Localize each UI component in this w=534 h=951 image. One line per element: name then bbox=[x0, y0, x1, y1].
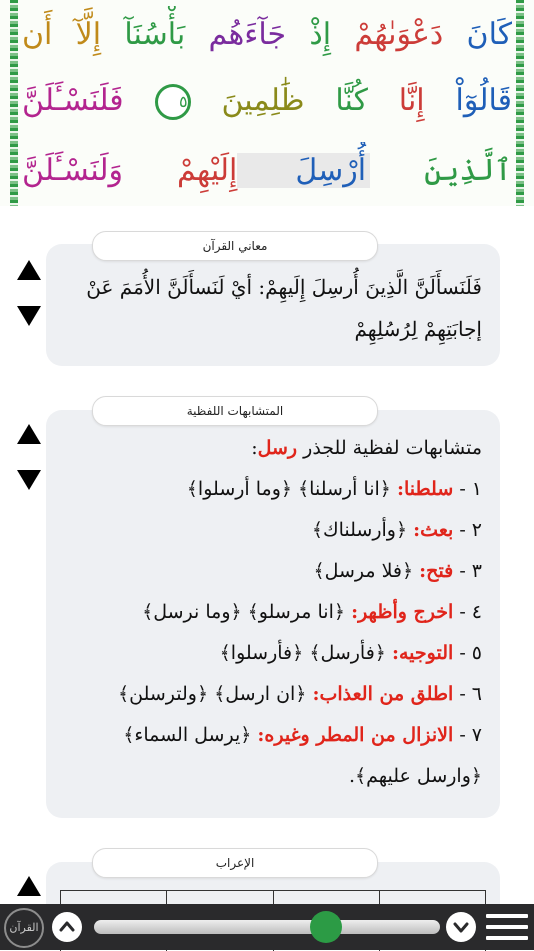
similarity-item-number: ٢ - bbox=[453, 519, 482, 541]
arrow-down-icon bbox=[17, 470, 41, 490]
similarities-panel bbox=[46, 410, 500, 818]
similarities-up-arrow[interactable] bbox=[16, 422, 42, 446]
quran-word[interactable]: قَالُوٓاْ bbox=[424, 83, 512, 118]
arrow-up-icon bbox=[17, 424, 41, 444]
similarities-list bbox=[64, 428, 482, 797]
irab-panel-header: الإعراب bbox=[92, 848, 378, 878]
scroll-down-button[interactable] bbox=[446, 912, 476, 942]
chevron-up-icon bbox=[58, 918, 76, 936]
menu-bar bbox=[486, 914, 528, 918]
similarities-title-colon: : bbox=[251, 437, 258, 459]
quran-word[interactable]: أُرْسِلَ bbox=[237, 153, 370, 188]
ayah-number-marker: ٥ bbox=[155, 84, 191, 120]
similarity-item bbox=[64, 592, 482, 633]
quran-word[interactable]: كَانَ bbox=[443, 17, 512, 52]
similarities-down-arrow[interactable] bbox=[16, 468, 42, 492]
menu-bar bbox=[486, 936, 528, 940]
arrow-down-icon bbox=[17, 306, 41, 326]
meanings-panel-header: معاني القرآن bbox=[92, 231, 378, 261]
quran-word[interactable]: كُنَّا bbox=[304, 83, 368, 118]
similarities-root: رسل bbox=[257, 437, 298, 459]
similarities-items bbox=[64, 469, 482, 756]
similarity-item-number: ٤ - bbox=[453, 601, 482, 623]
quran-word[interactable]: إِذْ bbox=[286, 17, 332, 52]
page-slider[interactable] bbox=[94, 920, 440, 934]
quran-word[interactable]: دَعْوَىٰهُمْ bbox=[331, 17, 444, 52]
similarity-item bbox=[64, 510, 482, 551]
quran-word[interactable]: ٱلَّذِينَ bbox=[370, 153, 512, 188]
quran-line-1[interactable] bbox=[22, 6, 512, 64]
page-border-left bbox=[10, 0, 18, 206]
menu-bar bbox=[486, 925, 528, 929]
similarity-item bbox=[64, 633, 482, 674]
quran-word[interactable]: فَلَنَسْـَٔلَنَّ bbox=[22, 83, 155, 118]
similarity-item-verses: ﴿انا أرسلنا﴾ ﴿وما أرسلوا﴾ bbox=[186, 478, 397, 500]
similarity-item bbox=[64, 551, 482, 592]
similarity-item bbox=[64, 469, 482, 510]
irab-up-arrow[interactable] bbox=[16, 874, 42, 898]
page-border-right bbox=[516, 0, 524, 206]
quran-word[interactable]: إِنَّا bbox=[367, 83, 425, 118]
similarity-item-number: ٥ - bbox=[453, 642, 482, 664]
similarity-item-keyword: سلطنا: bbox=[396, 478, 454, 500]
arrow-up-icon bbox=[17, 260, 41, 280]
similarities-title-text: متشابهات لفظية للجذر bbox=[297, 437, 482, 459]
similarity-item-number: ٧ - bbox=[453, 724, 482, 746]
quran-word[interactable]: بَأْسُنَآ bbox=[101, 17, 186, 52]
hamburger-menu-icon[interactable] bbox=[486, 914, 528, 940]
similarity-item-keyword: فتح: bbox=[419, 560, 454, 582]
similarity-item bbox=[64, 674, 482, 715]
similarity-item-keyword: التوجيه: bbox=[391, 642, 454, 664]
similarity-item-keyword: الانزال من المطر وغيره: bbox=[257, 724, 454, 746]
meanings-down-arrow[interactable] bbox=[16, 304, 42, 328]
quran-word[interactable]: أَن bbox=[22, 17, 53, 52]
similarity-item-verses: ﴿ان ارسل﴾ ﴿ولترسلن﴾ bbox=[117, 683, 313, 705]
bottom-toolbar bbox=[0, 904, 534, 950]
quran-word[interactable]: جَآءَهُم bbox=[185, 17, 287, 52]
similarity-item bbox=[64, 715, 482, 756]
similarity-item-number: ٦ - bbox=[453, 683, 482, 705]
arrow-up-icon bbox=[17, 876, 41, 896]
similarity-item-verses: ﴿يرسل السماء﴾ bbox=[123, 724, 258, 746]
quran-word[interactable]: ظَٰلِمِينَ bbox=[190, 83, 305, 118]
meaning-text: فَلَنَسأَلَنَّ الَّذِينَ أُرسِلَ إِلَيهِمْ: أيْ لَنَسأَلَنَّ الأُمَمَ عَنْ إجابَتِهِمْ لِرُسُلِهِمْ bbox=[86, 275, 482, 341]
chevron-down-icon bbox=[452, 918, 470, 936]
similarity-item-verses: ﴿فلا مرسل﴾ bbox=[313, 560, 420, 582]
similarity-item-keyword: اخرج وأظهر: bbox=[351, 601, 454, 623]
quran-word[interactable]: وَلَنَسْـَٔلَنَّ bbox=[22, 153, 124, 188]
similarity-item-verses: ﴿فأرسل﴾ ﴿فأرسلوا﴾ bbox=[219, 642, 392, 664]
similarity-item-verses: ﴿وأرسلناك﴾ bbox=[311, 519, 414, 541]
quran-line-2[interactable] bbox=[22, 72, 512, 130]
scroll-up-button[interactable] bbox=[52, 912, 82, 942]
similarity-item-number: ٣ - bbox=[453, 560, 482, 582]
similarity-item-keyword: بعث: bbox=[413, 519, 454, 541]
similarity-item-verses: ﴿انا مرسلو﴾ ﴿وما نرسل﴾ bbox=[142, 601, 352, 623]
similarities-title bbox=[64, 428, 482, 469]
quran-page-strip bbox=[0, 0, 534, 206]
similarities-panel-header: المتشابهات اللفظية bbox=[92, 396, 378, 426]
similarity-item-number: ١ - bbox=[453, 478, 482, 500]
quran-word[interactable]: إِلَّآ bbox=[52, 17, 102, 52]
meanings-up-arrow[interactable] bbox=[16, 258, 42, 282]
similarities-continuation: ﴿وارسل عليهم﴾. bbox=[348, 765, 482, 787]
meanings-panel bbox=[46, 244, 500, 366]
page-slider-knob[interactable] bbox=[310, 911, 342, 943]
app-logo[interactable]: القرآن bbox=[4, 908, 44, 948]
quran-word[interactable]: إِلَيْهِمْ bbox=[123, 153, 238, 188]
quran-line-3[interactable] bbox=[22, 142, 512, 200]
similarity-item-keyword: اطلق من العذاب: bbox=[312, 683, 454, 705]
